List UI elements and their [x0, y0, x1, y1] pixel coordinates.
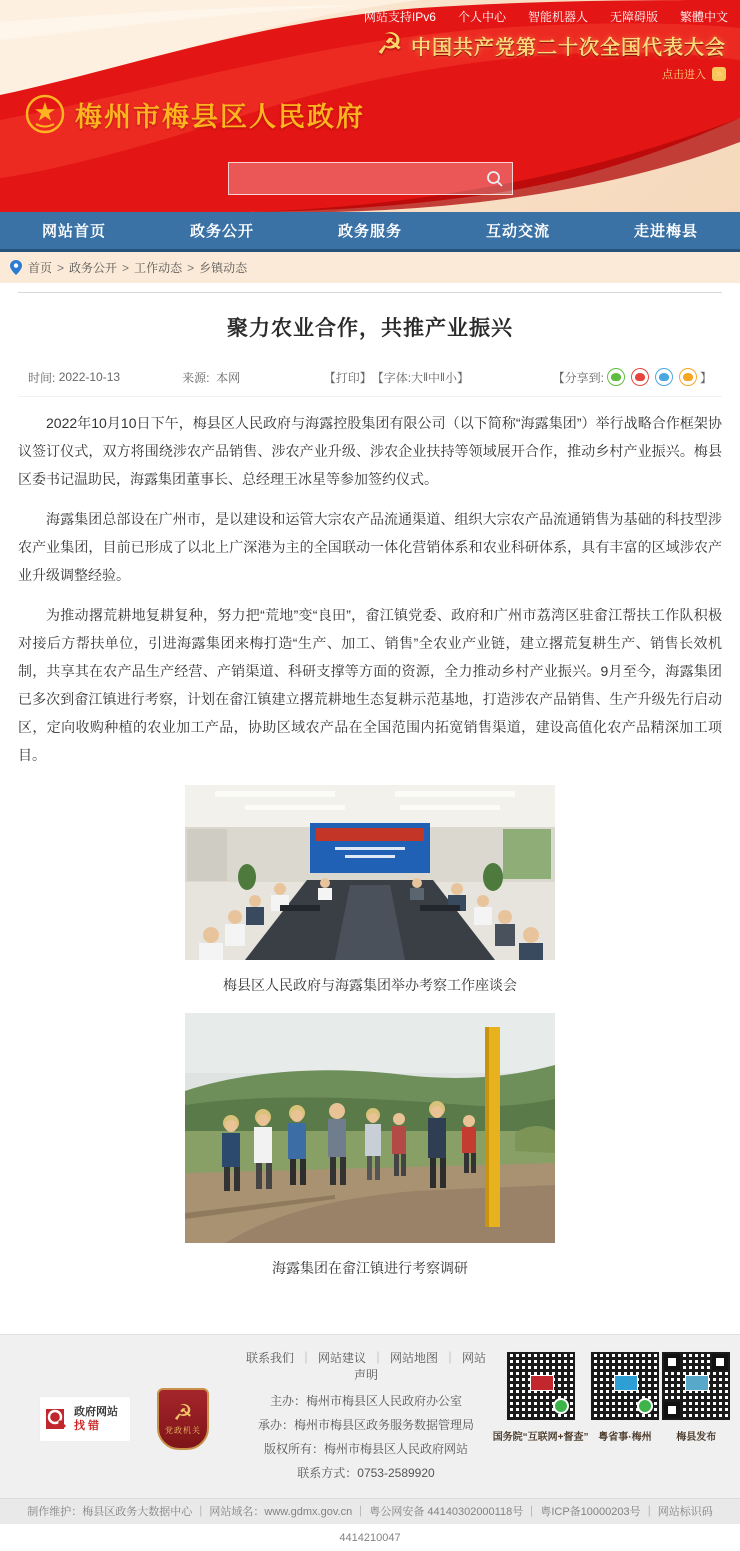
qr-caption: 粤省事·梅州	[598, 1432, 652, 1443]
footer-link-sitemap[interactable]: 网站地图	[390, 1351, 439, 1365]
photo-field-visit	[185, 1013, 555, 1243]
qr-caption: 梅县发布	[676, 1432, 717, 1443]
link-personal-center[interactable]: 个人中心	[457, 10, 506, 24]
congress-banner[interactable]	[376, 30, 726, 82]
photo-meeting-room	[185, 785, 555, 960]
wechat-badge-icon	[637, 1398, 653, 1414]
qzone-share-icon[interactable]	[679, 368, 697, 386]
footer-link-contact[interactable]: 联系我们	[245, 1351, 294, 1365]
link-smart-robot[interactable]: 智能机器人	[527, 10, 588, 24]
meta-time-value: 2022-10-13	[58, 370, 121, 384]
search-box	[228, 162, 513, 195]
crumb-separator: >	[57, 260, 65, 275]
find-error-magnifier-icon	[44, 1406, 70, 1432]
weibo-share-icon[interactable]	[631, 368, 649, 386]
nav-home[interactable]: 网站首页	[41, 223, 106, 240]
article-body	[18, 409, 722, 769]
share-suffix: 】	[699, 370, 712, 385]
crumb-work-news[interactable]: 工作动态	[134, 261, 183, 275]
photo-caption: 梅县区人民政府与海露集团举办考察工作座谈会	[223, 977, 517, 993]
qr-code-meixian-release	[661, 1351, 731, 1421]
link-ipv6[interactable]: 网站支持IPv6	[363, 10, 436, 24]
nav-gov-disclosure[interactable]: 政务公开	[189, 223, 254, 240]
qr-code-state-council-inspection	[506, 1351, 576, 1421]
congress-enter-label[interactable]: 点击进入	[662, 69, 706, 81]
footer-links	[240, 1349, 492, 1383]
wechat-share-icon[interactable]	[607, 368, 625, 386]
party-badge-label: 党政机关	[165, 1426, 201, 1435]
photo-caption: 海露集团在畲江镇进行考察调研	[272, 1260, 468, 1276]
nav-interaction[interactable]: 互动交流	[485, 223, 550, 240]
article-meta-bar	[18, 368, 722, 397]
link-traditional-chinese[interactable]: 繁體中文	[679, 10, 728, 24]
footer-link-separator: ｜	[299, 1351, 312, 1365]
fontsize-close: 】	[457, 370, 470, 385]
article-title: 聚力农业合作，共推产业振兴	[227, 317, 513, 340]
find-error-line1: 政府网站	[74, 1405, 118, 1418]
search-icon	[486, 170, 504, 188]
breadcrumb	[0, 252, 740, 283]
find-error-line2: 找错	[74, 1419, 102, 1432]
nav-gov-services[interactable]: 政务服务	[337, 223, 402, 240]
fontsize-prefix: 【字体:	[371, 370, 412, 385]
article-page	[0, 292, 740, 1334]
footer-link-separator: ｜	[371, 1351, 384, 1365]
site-header	[0, 0, 740, 212]
site-title[interactable]: 梅州市梅县区人民政府	[75, 101, 365, 132]
site-logo-block[interactable]	[25, 94, 365, 134]
crumb-home[interactable]: 首页	[28, 261, 53, 275]
nav-about-meixian[interactable]: 走进梅县	[633, 223, 698, 240]
meta-source-value: 本网	[216, 370, 241, 385]
party-emblem-icon: ☭	[376, 28, 403, 61]
fontsize-small-button[interactable]: 小	[445, 370, 458, 385]
meta-source-label: 来源:	[182, 370, 210, 385]
search-input[interactable]	[229, 163, 478, 194]
location-pin-icon	[10, 260, 22, 275]
footer-undertaker: 承办：梅州市梅县区政务服务数据管理局	[257, 1418, 474, 1432]
national-emblem-logo	[25, 94, 65, 134]
congress-enter-button[interactable]: »	[712, 67, 726, 81]
party-badge-emblem-icon: ☭	[173, 1400, 193, 1425]
print-button[interactable]: 【打印】	[323, 370, 372, 385]
fontsize-separator: ‖	[423, 370, 429, 384]
crumb-separator: >	[187, 260, 195, 275]
link-accessibility[interactable]: 无障碍版	[609, 10, 658, 24]
footer-link-statement[interactable]: 网站声明	[353, 1351, 487, 1382]
crumb-town-news[interactable]: 乡镇动态	[199, 261, 248, 275]
congress-banner-title[interactable]: 中国共产党第二十次全国代表大会	[411, 36, 726, 59]
footer-copyright: 版权所有：梅州市梅县区人民政府网站	[263, 1442, 468, 1456]
main-nav	[0, 212, 740, 252]
qr-caption: 国务院“互联网+督查”	[492, 1432, 589, 1443]
qr-code-yueshengshi-meizhou	[590, 1351, 660, 1421]
party-gov-org-badge[interactable]	[157, 1388, 209, 1450]
article-paragraph: 2022年10月10日下午，梅县区人民政府与海露控股集团有限公司（以下简称“海露集团”）举行战略合作框架协议签订仪式，双方将围绕涉农产品销售、涉农产业升级、涉农企业扶持等领域展开合作，推动乡村产业振兴。梅县区委书记温助民，海露集团董事长、总经理王冰星等参加签约仪式。	[18, 415, 722, 487]
footer-link-separator: ｜	[444, 1351, 457, 1365]
fontsize-separator: ‖	[440, 370, 446, 384]
crumb-gov-disclosure[interactable]: 政务公开	[69, 261, 118, 275]
fontsize-large-button[interactable]: 大	[411, 370, 424, 385]
site-footer	[0, 1334, 740, 1498]
bottom-info-bar: 制作维护：梅县区政务大数据中心 ｜ 网站域名：www.gdmx.gov.cn ｜ 粤公网安备 44140302000118号 ｜ 粤ICP备10000203号 ｜ 网站标识码4414210047	[0, 1498, 740, 1524]
crumb-separator: >	[122, 260, 130, 275]
footer-phone: 联系方式：0753-2589920	[297, 1466, 435, 1480]
wechat-badge-icon	[553, 1398, 569, 1414]
footer-link-suggestions[interactable]: 网站建议	[317, 1351, 366, 1365]
footer-organizer: 主办：梅州市梅县区人民政府办公室	[269, 1394, 462, 1408]
gov-site-error-report-badge[interactable]	[39, 1396, 131, 1442]
fontsize-medium-button[interactable]: 中	[428, 370, 441, 385]
qq-share-icon[interactable]	[655, 368, 673, 386]
search-button[interactable]	[478, 163, 512, 194]
article-paragraph: 海露集团总部设在广州市，是以建设和运管大宗农产品流通渠道、组织大宗农产品流通销售为基础的科技型涉农产业集团，目前已形成了以北上广深港为主的全国联动一体化营销体系和农业科研体系，具有丰富的区域涉农产业升级调整经验。	[18, 511, 722, 583]
share-prefix: 【分享到:	[552, 370, 604, 385]
meta-time-label: 时间:	[28, 370, 56, 385]
utility-links	[364, 8, 728, 25]
article-paragraph: 为推动撂荒耕地复耕复种，努力把“荒地”变“良田”，畲江镇党委、政府和广州市荔湾区驻畲江帮扶工作队积极对接后方帮扶单位，引进海露集团来梅打造“生产、加工、销售”全农业产业链，建立撂荒复耕生产、销售长效机制，共享其在农产品生产经营、产销渠道、科研支撑等方面的资源，全力推动乡村产业振兴。9月至今，海露集团已多次到畲江镇进行考察，计划在畲江镇建立撂荒耕地生态复耕示范基地，打造涉农产品销售、生产升级先行启动区，定向收购种植的农业加工产品，协助区域农产品在全国范围内拓宽销售渠道，建设高值化农产品精深加工项目。	[18, 607, 722, 763]
